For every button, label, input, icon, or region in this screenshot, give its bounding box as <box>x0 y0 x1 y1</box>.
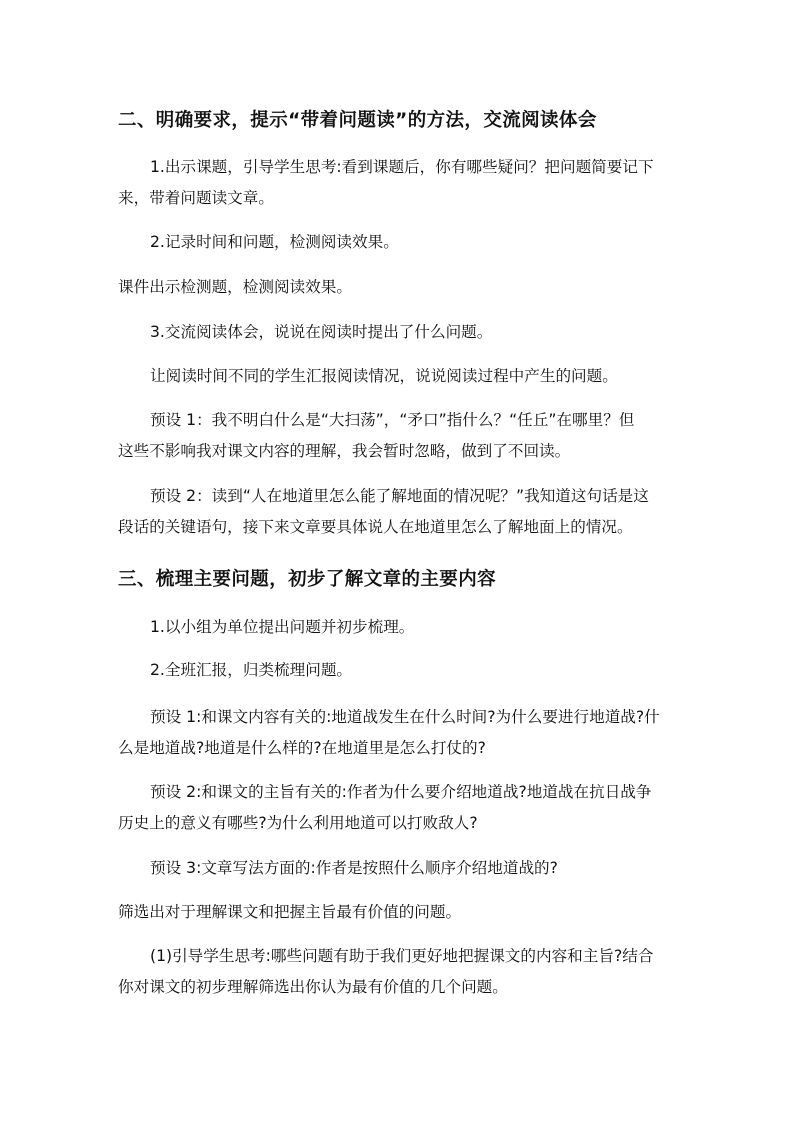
section-2-heading: 二、明确要求，提示“带着问题读”的方法，交流阅读体会 <box>118 110 597 131</box>
text-line: 预设 2:和课文的主旨有关的:作者为什么要介绍地道战?地道战在抗日战争 <box>150 783 652 801</box>
section-2-preset-1 <box>118 405 678 467</box>
section-3-heading: 三、梳理主要问题，初步了解文章的主要内容 <box>118 569 497 590</box>
section-3-preset-2 <box>118 777 678 839</box>
section-3-filter: 筛选出对于理解课文和把握主旨最有价值的问题。 <box>118 903 462 921</box>
section-2-item-2: 2.记录时间和问题，检测阅读效果。 <box>150 233 399 251</box>
section-3-item-2: 2.全班汇报，归类梳理问题。 <box>150 661 353 679</box>
section-2-item-3: 3.交流阅读体会，说说在阅读时提出了什么问题。 <box>150 323 493 341</box>
text-line: 段话的关键语句，接下来文章要具体说人在地道里怎么了解地面上的情况。 <box>118 518 633 536</box>
text-line: 来，带着问题读文章。 <box>118 189 274 207</box>
text-line: (1)引导学生思考:哪些问题有助于我们更好地把握课文的内容和主旨?结合 <box>150 947 654 965</box>
section-3-preset-1 <box>118 702 678 764</box>
section-2-note: 课件出示检测题，检测阅读效果。 <box>118 278 352 296</box>
text-line: 预设 2：读到“人在地道里怎么能了解地面的情况呢？”我知道这句话是这 <box>150 487 649 505</box>
text-line: 这些不影响我对课文内容的理解，我会暂时忽略，做到了不回读。 <box>118 442 571 460</box>
section-2-item-1 <box>118 152 678 214</box>
text-line: 预设 1：我不明白什么是“大扫荡”，“矛口”指什么？“任丘”在哪里？但 <box>150 411 635 429</box>
section-3-item-1: 1.以小组为单位提出问题并初步梳理。 <box>150 618 415 636</box>
text-line: 么是地道战?地道是什么样的?在地道里是怎么打仗的? <box>118 739 486 757</box>
section-2-preset-2 <box>118 481 678 543</box>
text-line: 预设 1:和课文内容有关的:地道战发生在什么时间?为什么要进行地道战?什 <box>150 708 660 726</box>
text-line: 1.出示课题，引导学生思考:看到课题后，你有哪些疑问？把问题简要记下 <box>150 158 654 176</box>
section-2-instruction: 让阅读时间不同的学生汇报阅读情况，说说阅读过程中产生的问题。 <box>150 367 618 385</box>
section-3-preset-3: 预设 3:文章写法方面的:作者是按照什么顺序介绍地道战的? <box>150 859 558 877</box>
section-3-step-1 <box>118 941 678 1003</box>
text-line: 历史上的意义有哪些?为什么利用地道可以打败敌人? <box>118 814 478 832</box>
text-line: 你对课文的初步理解筛选出你认为最有价值的几个问题。 <box>118 978 508 996</box>
